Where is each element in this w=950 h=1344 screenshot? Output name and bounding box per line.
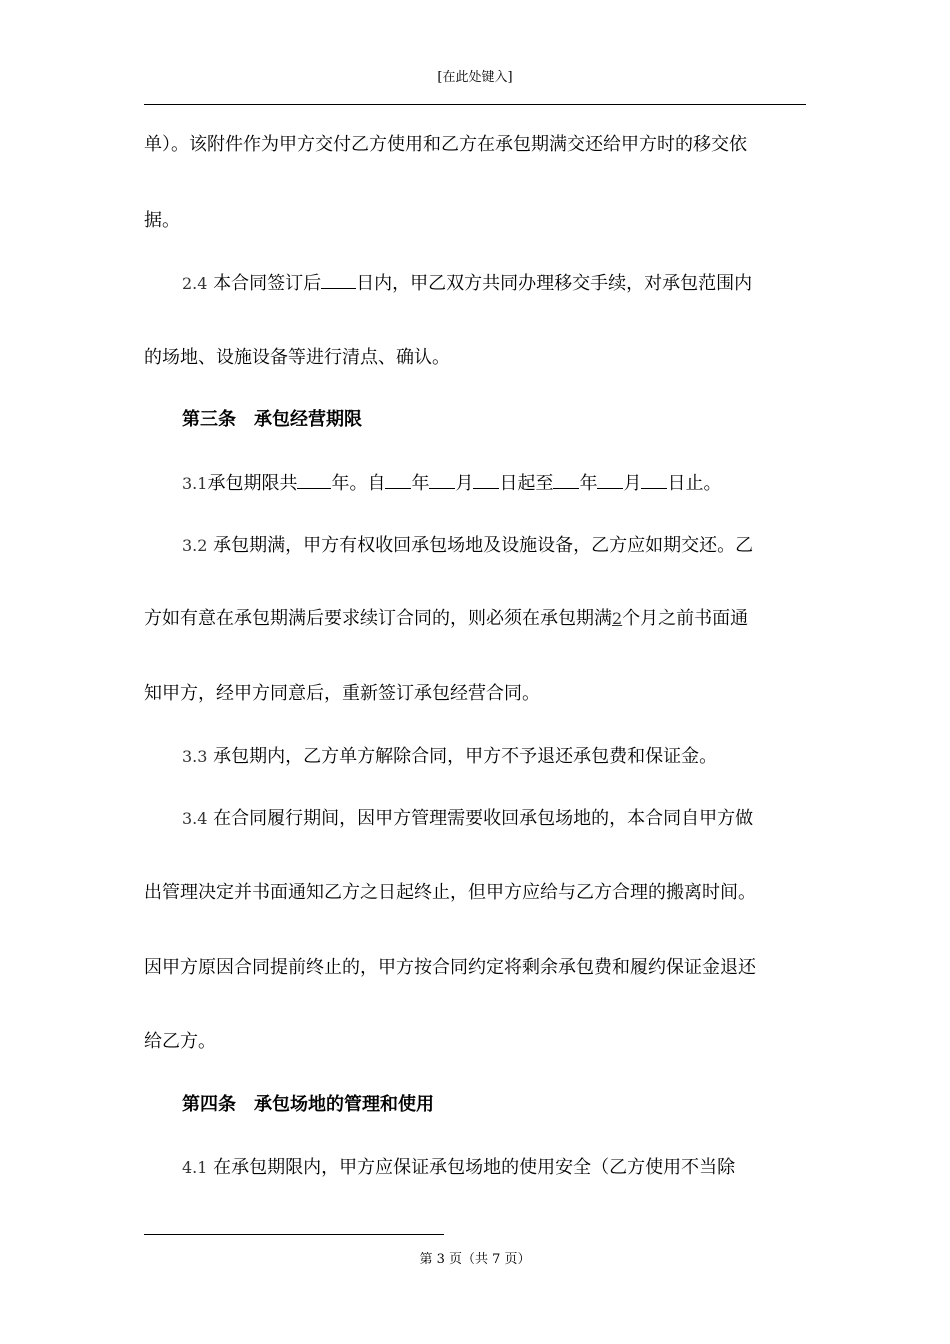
- paragraph-line: 据。: [144, 210, 180, 231]
- clause-text: 日起至: [499, 473, 554, 494]
- clause-3-2-line-3: 知甲方，经甲方同意后，重新签订承包经营合同。: [144, 683, 540, 704]
- clause-text: 在承包期限内，甲方应保证承包场地的使用安全（乙方使用不当除: [207, 1157, 736, 1178]
- clause-3-2-line-2: [144, 606, 806, 632]
- blank-start-day: [473, 470, 499, 489]
- clause-text: 年: [411, 473, 430, 494]
- clause-text: 承包期内，乙方单方解除合同，甲方不予退还承包费和保证金。: [207, 746, 718, 767]
- clause-text: 承包期限共: [207, 473, 298, 494]
- clause-text: 在合同履行期间，因甲方管理需要收回承包场地的，本合同自甲方做: [207, 808, 754, 829]
- header-divider: [144, 104, 806, 105]
- clause-3-4-line-3: 因甲方原因合同提前终止的，甲方按合同约定将剩余承包费和履约保证金退还: [144, 957, 756, 978]
- article-4-title: 第四条 承包场地的管理和使用: [182, 1094, 434, 1115]
- months-value: 2: [612, 609, 623, 628]
- clause-3-3: [182, 744, 806, 770]
- clause-text: 月: [455, 473, 474, 494]
- blank-years: [297, 470, 331, 489]
- blank-start-month: [429, 470, 455, 489]
- clause-text: 年。自: [331, 473, 386, 494]
- clause-number: 3.4: [182, 809, 208, 828]
- clause-number: 4.1: [182, 1158, 208, 1177]
- clause-number: 3.3: [182, 747, 208, 766]
- clause-number: 2.4: [182, 274, 208, 293]
- clause-text: 承包期满，甲方有权收回承包场地及设施设备，乙方应如期交还。乙: [207, 535, 754, 556]
- article-3-title: 第三条 承包经营期限: [182, 409, 362, 430]
- clause-3-1: [182, 470, 806, 497]
- clause-4-1: [182, 1155, 806, 1181]
- blank-start-year: [385, 470, 411, 489]
- blank-end-day: [641, 470, 667, 489]
- footer-divider: [144, 1234, 444, 1235]
- clause-text: 年: [579, 473, 598, 494]
- page-footer: 第 3 页（共 7 页）: [419, 1252, 531, 1267]
- paragraph-line: 单）。该附件作为甲方交付乙方使用和乙方在承包期满交还给甲方时的移交依: [144, 134, 747, 155]
- page-header: [在此处键入]: [437, 70, 513, 85]
- clause-3-4-line-2: 出管理决定并书面通知乙方之日起终止，但甲方应给与乙方合理的搬离时间。: [144, 882, 756, 903]
- clause-text: 日内，甲乙双方共同办理移交手续，对承包范围内: [356, 273, 753, 294]
- blank-end-month: [597, 470, 623, 489]
- clause-text: 月: [623, 473, 642, 494]
- clause-text: 日止。: [667, 473, 722, 494]
- clause-3-2-line-1: [182, 533, 806, 559]
- blank-end-year: [553, 470, 579, 489]
- clause-2-4-line-2: 的场地、设施设备等进行清点、确认。: [144, 347, 450, 368]
- clause-3-4-line-1: [182, 806, 806, 832]
- clause-text: 本合同签订后: [207, 273, 322, 294]
- clause-2-4-line-1: [182, 270, 806, 297]
- clause-number: 3.1: [182, 474, 208, 493]
- blank-days: [321, 270, 356, 289]
- clause-3-4-line-4: 给乙方。: [144, 1031, 216, 1052]
- clause-text: 方如有意在承包期满后要求续订合同的，则必须在承包期满: [144, 608, 612, 629]
- clause-text: 个月之前书面通: [622, 608, 749, 629]
- clause-number: 3.2: [182, 536, 208, 555]
